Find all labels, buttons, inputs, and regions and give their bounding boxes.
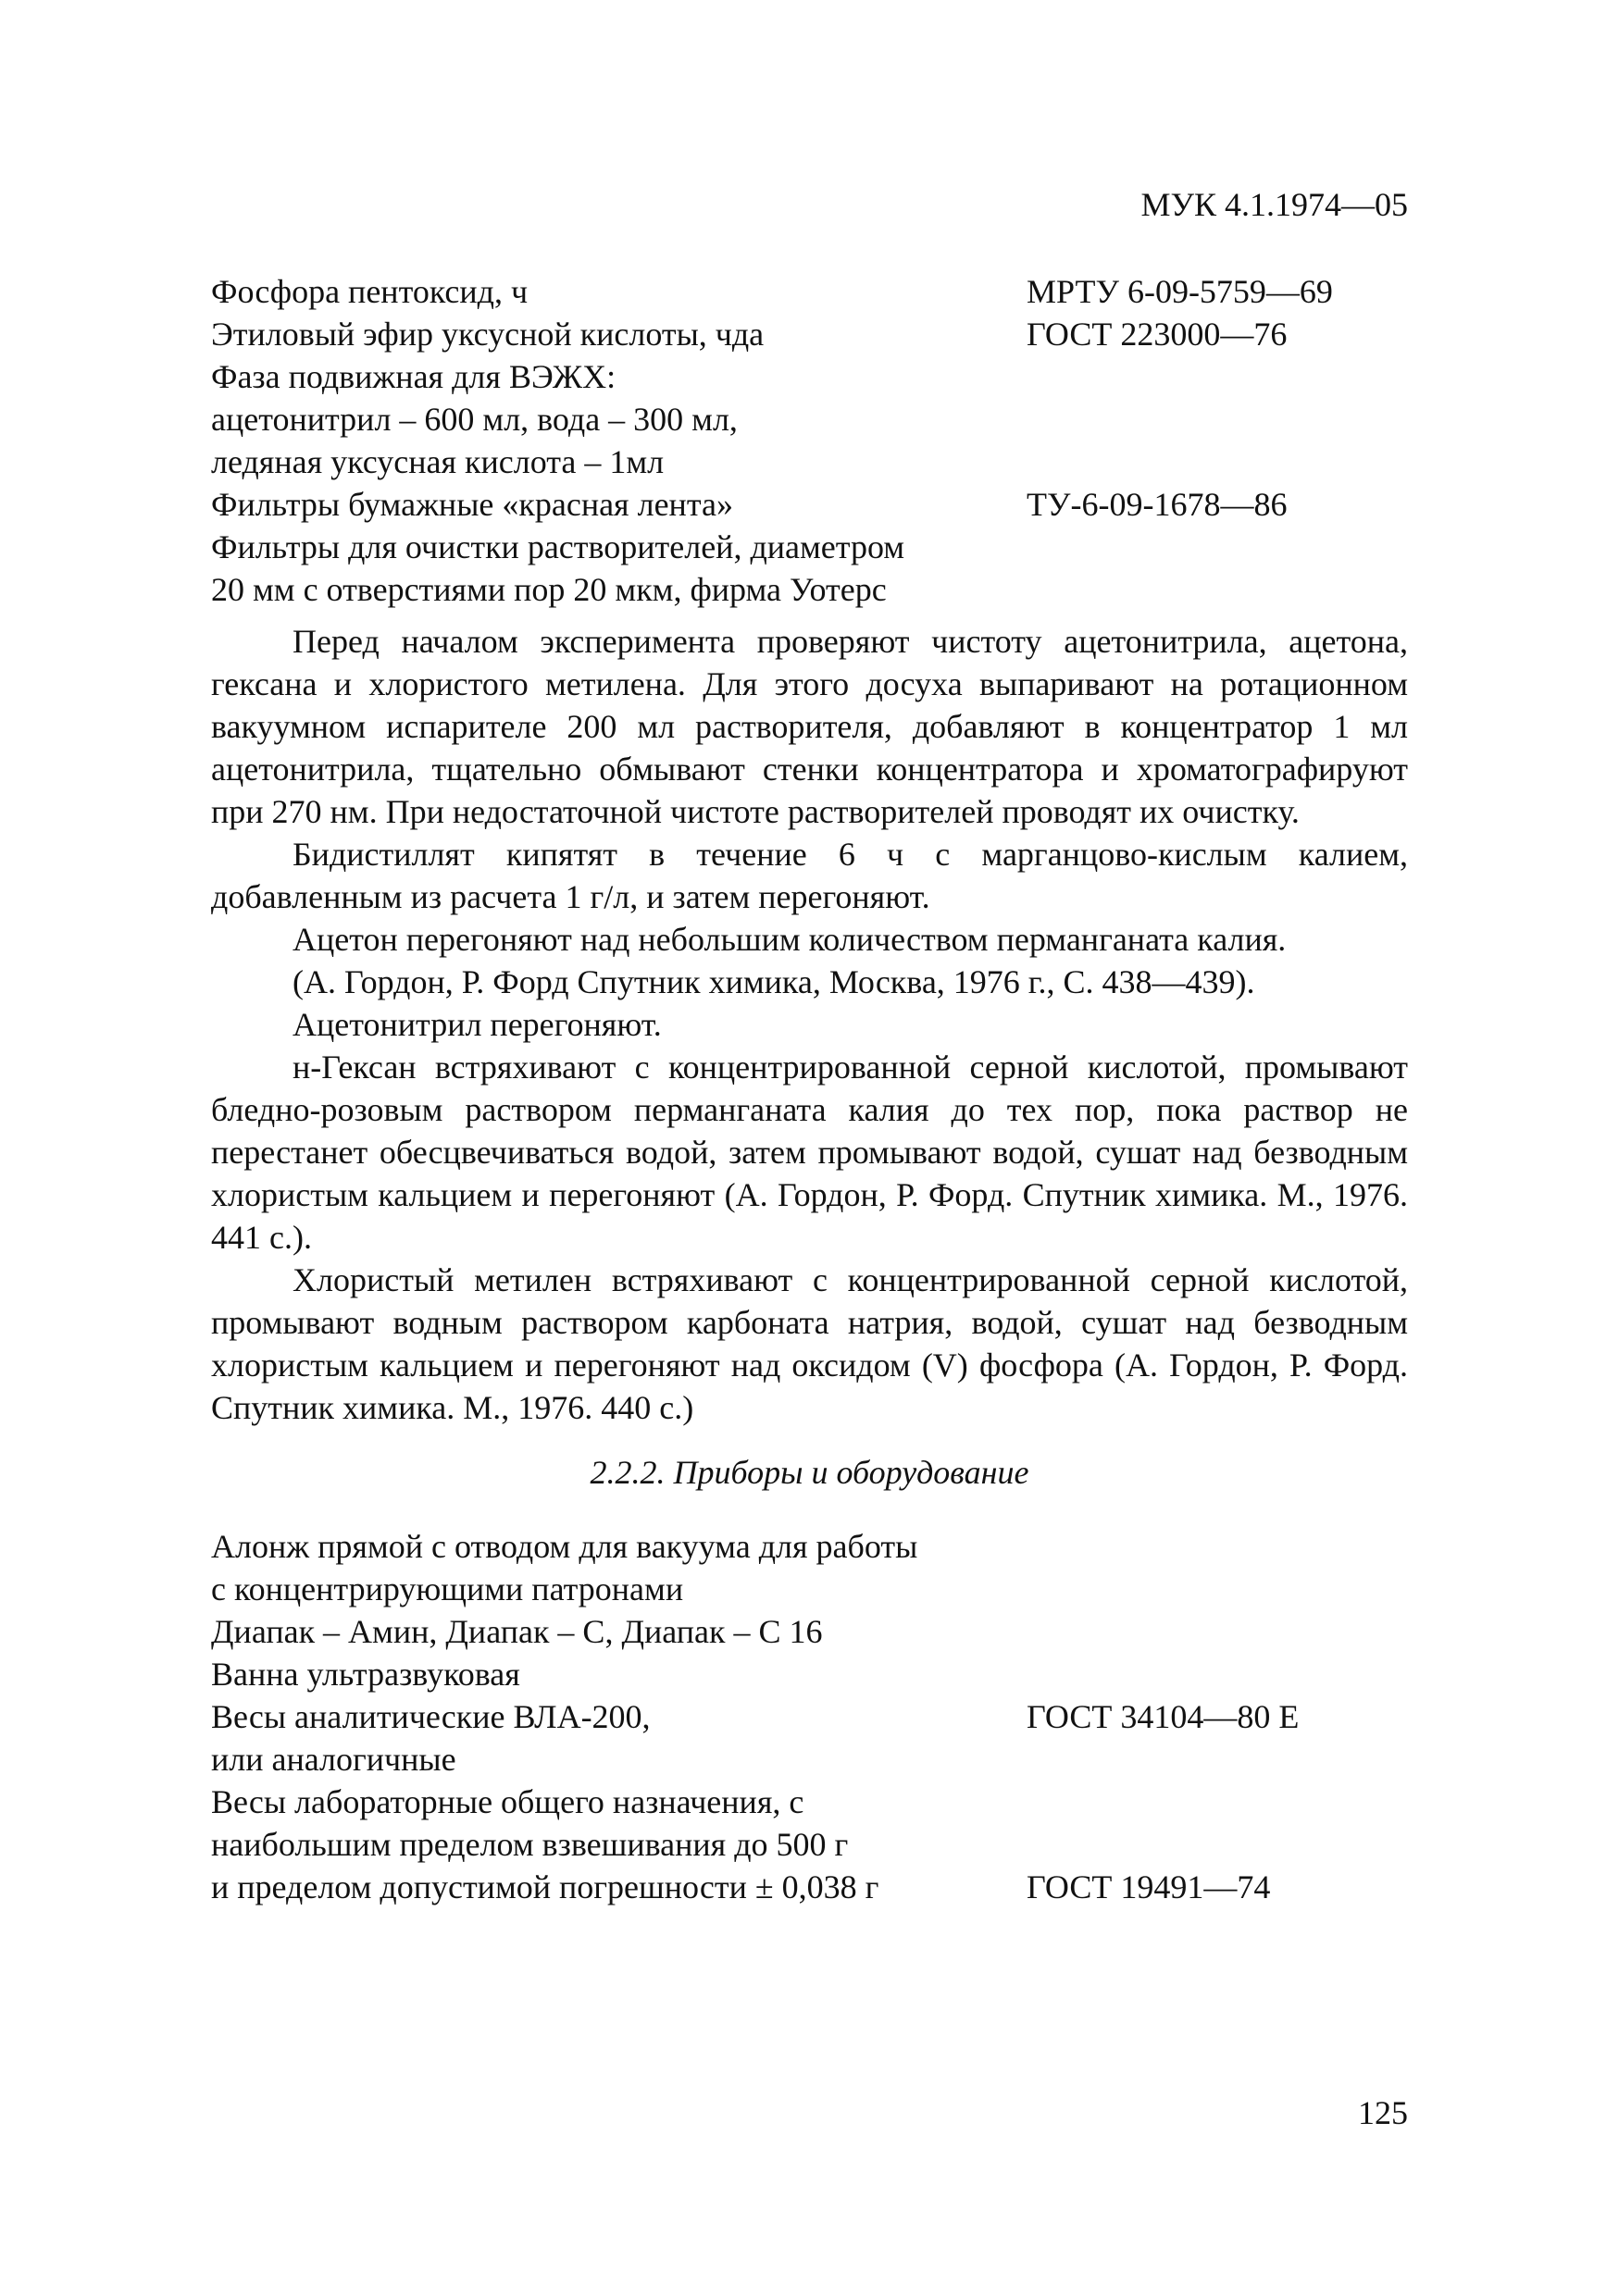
item-name: или аналогичные <box>211 1741 456 1778</box>
item-name: Ванна ультразвуковая <box>211 1656 520 1693</box>
item-standard: ГОСТ 34104—80 Е <box>1027 1698 1300 1735</box>
item-name: Весы лабораторные общего назначения, с <box>211 1783 804 1820</box>
item-name: Алонж прямой с отводом для вакуума для работы <box>211 1528 918 1565</box>
page-number: 125 <box>1358 2094 1408 2131</box>
item-name: 20 мм с отверстиями пор 20 мкм, фирма Уотерс <box>211 571 887 608</box>
item-standard <box>1027 526 1408 568</box>
equipment-list <box>211 1525 1408 1908</box>
paragraph: Бидистиллят кипятят в течение 6 ч с марганцово-кислым калием, добавленным из расчета 1 г/л, и затем перегоняют. <box>211 836 1408 915</box>
list-item <box>211 1610 1408 1653</box>
paragraph: (А. Гордон, Р. Форд Спутник химика, Москва, 1976 г., С. 438—439). <box>293 963 1255 1000</box>
item-name: Фосфора пентоксид, ч <box>211 273 529 310</box>
list-item <box>211 1525 1408 1568</box>
list-item <box>211 398 1408 441</box>
item-standard <box>1027 1653 1408 1695</box>
item-standard <box>1027 441 1408 483</box>
list-item <box>211 355 1408 398</box>
list-item <box>211 270 1408 313</box>
item-standard <box>1027 1610 1408 1653</box>
list-item <box>211 1823 1408 1866</box>
item-standard <box>1027 1738 1408 1781</box>
item-standard <box>1027 1525 1408 1568</box>
item-standard <box>1027 1823 1408 1866</box>
paragraph: Ацетонитрил перегоняют. <box>293 1006 662 1043</box>
list-item <box>211 441 1408 483</box>
paragraph: Хлористый метилен встряхивают с концентрированной серной кислотой, промывают водным раствором карбоната натрия, водой, сушат над безводным хлористым кальцием и перегоняют над оксидом (V) фосфора (А. Гордон, Р. Форд. Спутник химика. М., 1976. 440 с.) <box>211 1261 1408 1426</box>
list-item <box>211 313 1408 355</box>
list-item <box>211 1866 1408 1908</box>
item-standard: ТУ-6-09-1678—86 <box>1027 486 1288 523</box>
item-standard <box>1027 568 1408 611</box>
list-item <box>211 1568 1408 1610</box>
item-standard: МРТУ 6-09-5759—69 <box>1027 273 1333 310</box>
item-standard: ГОСТ 19491—74 <box>1027 1868 1271 1905</box>
item-name: с концентрирующими патронами <box>211 1570 684 1607</box>
list-item <box>211 483 1408 526</box>
item-standard: ГОСТ 223000—76 <box>1027 316 1288 353</box>
item-name: ацетонитрил – 600 мл, вода – 300 мл, <box>211 401 738 438</box>
item-standard <box>1027 1568 1408 1610</box>
item-name: Фильтры для очистки растворителей, диаметром <box>211 528 905 565</box>
document-code: МУК 4.1.1974—05 <box>1140 186 1408 223</box>
item-name: наибольшим пределом взвешивания до 500 г <box>211 1826 849 1863</box>
paragraph: Перед началом эксперимента проверяют чистоту ацетонитрила, ацетона, гексана и хлористого метилена. Для этого досуха выпаривают на ротационном вакуумном испарителе 200 мл растворителя, добавляют в концентратор 1 мл ацетонитрила, тщательно обмывают стенки концентратора и хроматографируют при 270 нм. При недостаточной чистоте растворителей проводят их очистку. <box>211 623 1408 830</box>
item-standard <box>1027 398 1408 441</box>
list-item <box>211 1653 1408 1695</box>
item-name: Весы аналитические ВЛА-200, <box>211 1698 651 1735</box>
list-item <box>211 1781 1408 1823</box>
item-standard <box>1027 355 1408 398</box>
paragraph: Ацетон перегоняют над небольшим количеством перманганата калия. <box>293 921 1287 958</box>
item-name: Этиловый эфир уксусной кислоты, чда <box>211 316 765 353</box>
item-name: и пределом допустимой погрешности ± 0,038 г <box>211 1868 879 1905</box>
list-item <box>211 526 1408 568</box>
item-name: Фильтры бумажные «красная лента» <box>211 486 733 523</box>
list-item <box>211 1738 1408 1781</box>
body-text <box>211 620 1408 1908</box>
item-name: Диапак – Амин, Диапак – С, Диапак – С 16 <box>211 1613 823 1650</box>
list-item <box>211 1695 1408 1738</box>
section-title: 2.2.2. Приборы и оборудование <box>590 1454 1029 1491</box>
reagents-list <box>211 270 1408 611</box>
item-name: Фаза подвижная для ВЭЖХ: <box>211 358 616 395</box>
paragraph: н-Гексан встряхивают с концентрированной серной кислотой, промывают бледно-розовым раствором перманганата калия до тех пор, пока раствор не перестанет обесцвечиваться водой, затем промывают водой, сушат над безводным хлористым кальцием и перегоняют (А. Гордон, Р. Форд. Спутник химика. М., 1976. 441 с.). <box>211 1049 1408 1256</box>
item-standard <box>1027 1781 1408 1823</box>
list-item <box>211 568 1408 611</box>
item-name: ледяная уксусная кислота – 1мл <box>211 443 665 480</box>
